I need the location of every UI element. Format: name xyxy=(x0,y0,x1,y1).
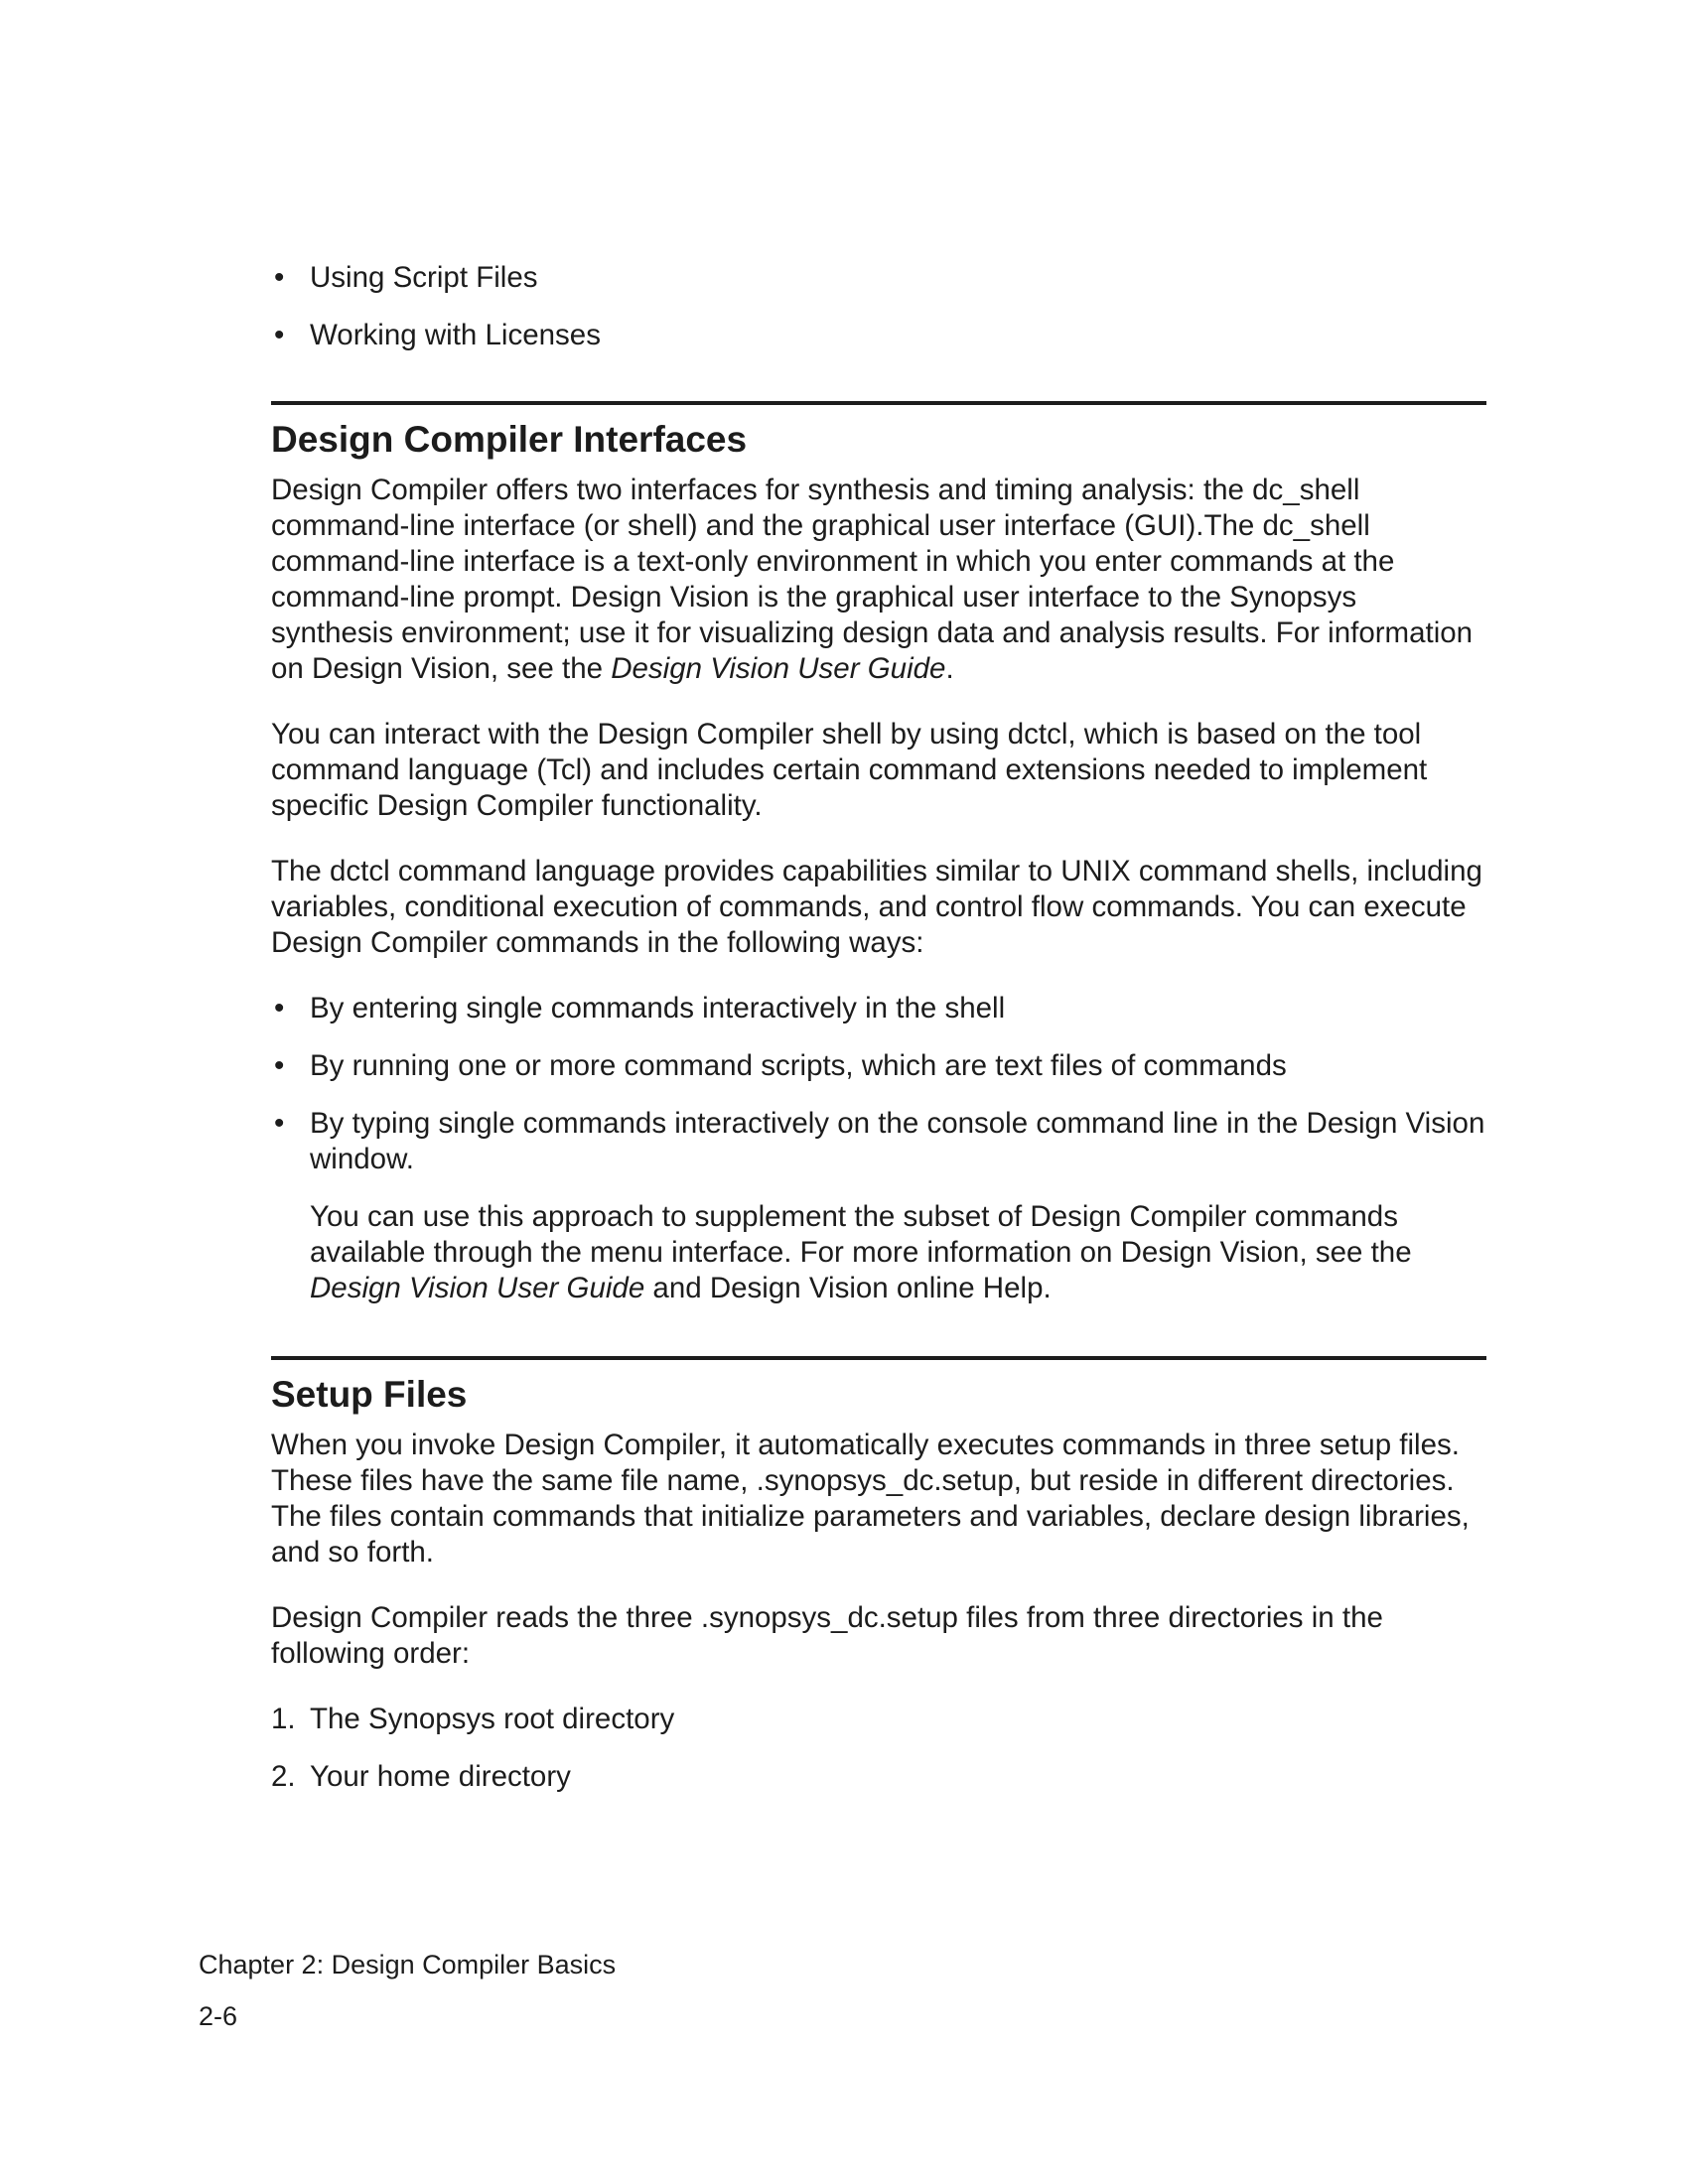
page-footer xyxy=(199,1948,616,2033)
list-item-text: By entering single commands interactively in the shell xyxy=(310,992,1006,1024)
directory-order-list xyxy=(271,1702,1486,1795)
bullet-icon: • xyxy=(274,992,285,1024)
list-item xyxy=(271,1106,1486,1306)
paragraph: You can interact with the Design Compiler shell by using dctcl, which is based on the tool command language (Tcl) and includes certain command extensions needed to implement specific Design Compiler functionality. xyxy=(271,718,1428,822)
list-item-subparagraph xyxy=(310,1199,1486,1306)
section-heading-setup-files: Setup Files xyxy=(271,1374,468,1415)
list-number: 2. xyxy=(271,1760,296,1793)
list-number: 1. xyxy=(271,1703,296,1735)
paragraph: When you invoke Design Compiler, it automatically executes commands in three setup files. These files have the same file name, .synopsys_dc.setup, but reside in different directories. The files contain commands that initialize parameters and variables, declare design libraries, and so forth. xyxy=(271,1429,1470,1569)
list-item-text: The Synopsys root directory xyxy=(310,1703,675,1735)
list-item xyxy=(271,991,1486,1026)
section-divider xyxy=(271,401,1486,405)
list-item-text: By running one or more command scripts, which are text files of commands xyxy=(310,1049,1287,1082)
list-item xyxy=(271,1048,1486,1084)
bullet-icon: • xyxy=(274,261,285,294)
list-item-text: Your home directory xyxy=(310,1760,571,1793)
paragraph: Design Compiler reads the three .synopsys_dc.setup files from three directories in the following order: xyxy=(271,1601,1383,1670)
usage-bullet-list xyxy=(271,991,1486,1306)
bullet-icon: • xyxy=(274,319,285,351)
paragraph xyxy=(271,473,1486,687)
paragraph: The dctcl command language provides capabilities similar to UNIX command shells, including variables, conditional execution of commands, and control flow commands. You can execute Design Compiler commands in the following ways: xyxy=(271,855,1482,959)
bullet-icon: • xyxy=(274,1107,285,1140)
footer-chapter-title: Chapter 2: Design Compiler Basics xyxy=(199,1950,617,1979)
page-number: 2-6 xyxy=(199,2001,238,2031)
paragraph-text: You can use this approach to supplement the subset of Design Compiler commands available through the menu interface. For more information on Design Vision, see the xyxy=(310,1200,1412,1269)
list-item-text: Working with Licenses xyxy=(310,319,601,351)
list-item-text: Using Script Files xyxy=(310,261,538,294)
book-title: Design Vision User Guide xyxy=(310,1272,645,1304)
list-item xyxy=(271,318,1486,353)
top-bullet-list xyxy=(271,260,1486,353)
paragraph-text: . xyxy=(945,652,954,685)
list-item xyxy=(271,1702,1486,1737)
section-divider xyxy=(271,1356,1486,1360)
bullet-icon: • xyxy=(274,1049,285,1082)
section-heading-interfaces: Design Compiler Interfaces xyxy=(271,419,748,460)
book-title: Design Vision User Guide xyxy=(611,652,946,685)
list-item xyxy=(271,260,1486,296)
paragraph-text: Design Compiler offers two interfaces for synthesis and timing analysis: the dc_shell command-line interface (or shell) and the graphical user interface (GUI).The dc_shell command-line interface is a text-only environment in which you enter commands at the command-line prompt. Design Vision is the graphical user interface to the Synopsys synthesis environment; use it for visualizing design data and analysis results. For information on Design Vision, see the xyxy=(271,474,1474,685)
list-item-text: By typing single commands interactively on the console command line in the Design Vision window. xyxy=(310,1107,1485,1175)
page-content xyxy=(271,260,1486,1795)
paragraph-text: and Design Vision online Help. xyxy=(644,1272,1052,1304)
list-item xyxy=(271,1759,1486,1795)
